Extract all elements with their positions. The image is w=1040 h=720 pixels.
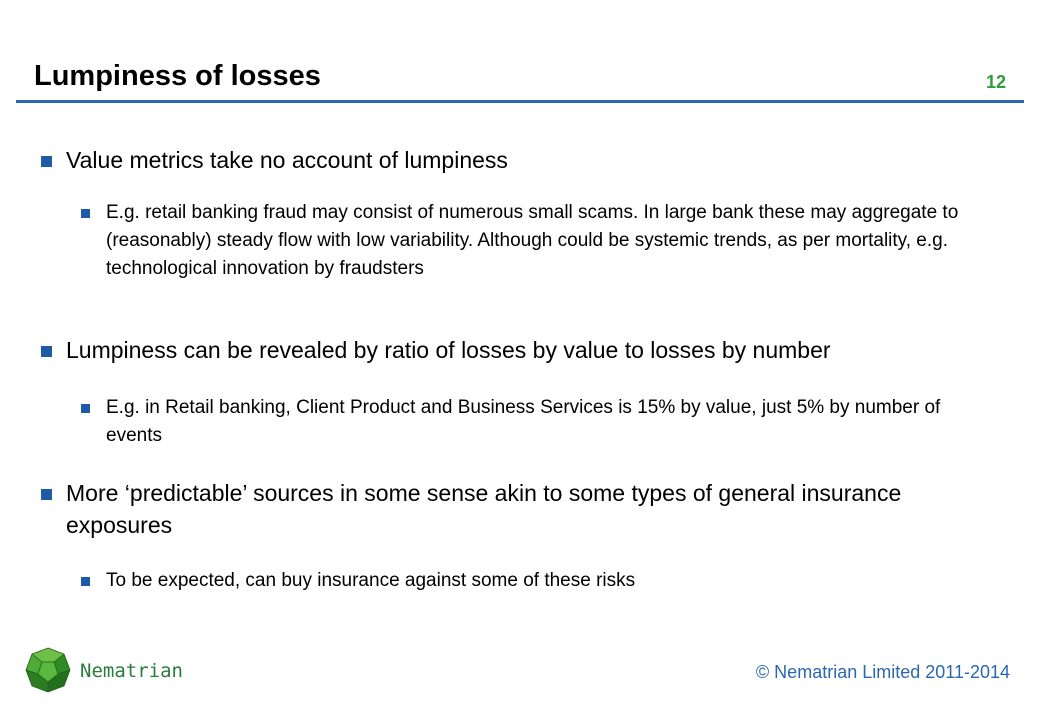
bullet-marker-icon	[41, 346, 52, 357]
bullet-level-2: E.g. in Retail banking, Client Product and Business Services is 15% by value, just 5% by number of events	[106, 397, 941, 446]
bullet-level-2: E.g. retail banking fraud may consist of numerous small scams. In large bank these may aggregate to (reasonably) steady flow with low variability. Although could be systemic trends, as per mortality, e.g. technological innovation by fraudsters	[106, 202, 959, 279]
footer-brand: Nematrian	[80, 660, 183, 682]
nematrian-logo-icon	[24, 646, 72, 694]
bullet-level-2: To be expected, can buy insurance against some of these risks	[106, 570, 636, 591]
bullet-marker-icon	[41, 489, 52, 500]
slide-title: Lumpiness of losses	[34, 60, 321, 92]
sub-bullet-marker-icon	[81, 404, 90, 413]
footer-copyright: © Nematrian Limited 2011-2014	[755, 662, 1010, 682]
sub-bullet-marker-icon	[81, 209, 90, 218]
slide-number: 12	[985, 72, 1006, 92]
sub-bullet-marker-icon	[81, 577, 90, 586]
bullet-level-1: Value metrics take no account of lumpiness	[66, 147, 508, 173]
bullet-marker-icon	[41, 156, 52, 167]
title-divider	[16, 100, 1024, 103]
bullet-level-1: Lumpiness can be revealed by ratio of losses by value to losses by number	[66, 337, 831, 363]
bullet-level-1: More ‘predictable’ sources in some sense akin to some types of general insurance exposures	[66, 480, 902, 538]
